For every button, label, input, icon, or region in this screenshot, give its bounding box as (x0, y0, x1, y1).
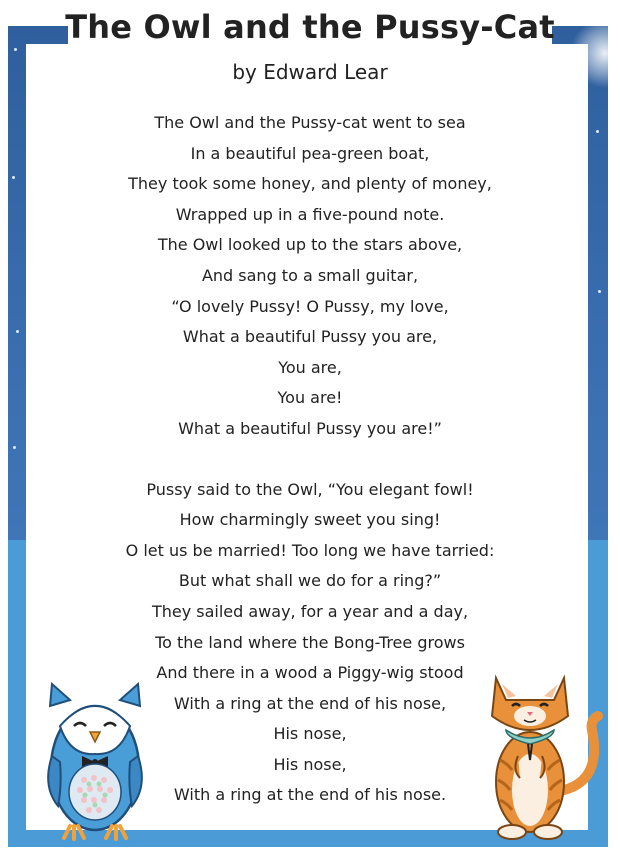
poem-line: What a beautiful Pussy you are!” (178, 418, 442, 438)
page-title: The Owl and the Pussy-Cat (65, 8, 555, 46)
poem-line: The Owl looked up to the stars above, (157, 235, 463, 255)
cat-icon (472, 660, 604, 842)
poem-line: With a ring at the end of his nose, (173, 693, 447, 713)
poem-line: They sailed away, for a year and a day, (151, 601, 469, 621)
poem-line: You are, (278, 357, 342, 377)
poem-line: And there in a wood a Piggy-wig stood (156, 663, 464, 683)
poem-line: O let us be married! Too long we have tarried: (125, 540, 495, 560)
poem-line: They took some honey, and plenty of money, (128, 174, 492, 194)
poem-line: Wrapped up in a five-pound note. (175, 204, 445, 224)
poem-line: With a ring at the end of his nose. (173, 785, 447, 805)
poem-line: The Owl and the Pussy-cat went to sea (154, 113, 466, 132)
poem-line: His nose, (273, 724, 347, 744)
poem-line: You are! (277, 388, 343, 408)
poem-line: And sang to a small guitar, (201, 265, 419, 285)
poem-line: To the land where the Bong-Tree grows (155, 632, 465, 652)
stanza-gap (0, 445, 620, 475)
poem-line: Pussy said to the Owl, “You elegant fowl! (146, 479, 474, 499)
star-icon (14, 48, 17, 51)
poem-line: His nose, (273, 754, 347, 774)
poem-line: In a beautiful pea-green boat, (190, 143, 430, 163)
poem-line: What a beautiful Pussy you are, (182, 327, 438, 347)
poem-line: “O lovely Pussy! O Pussy, my love, (171, 296, 449, 316)
poem-line: But what shall we do for a ring?” (178, 571, 442, 591)
author-line: by Edward Lear (232, 60, 388, 84)
poem-line: How charmingly sweet you sing! (179, 510, 441, 530)
stanza-1 (0, 108, 620, 445)
owl-icon (40, 676, 150, 842)
